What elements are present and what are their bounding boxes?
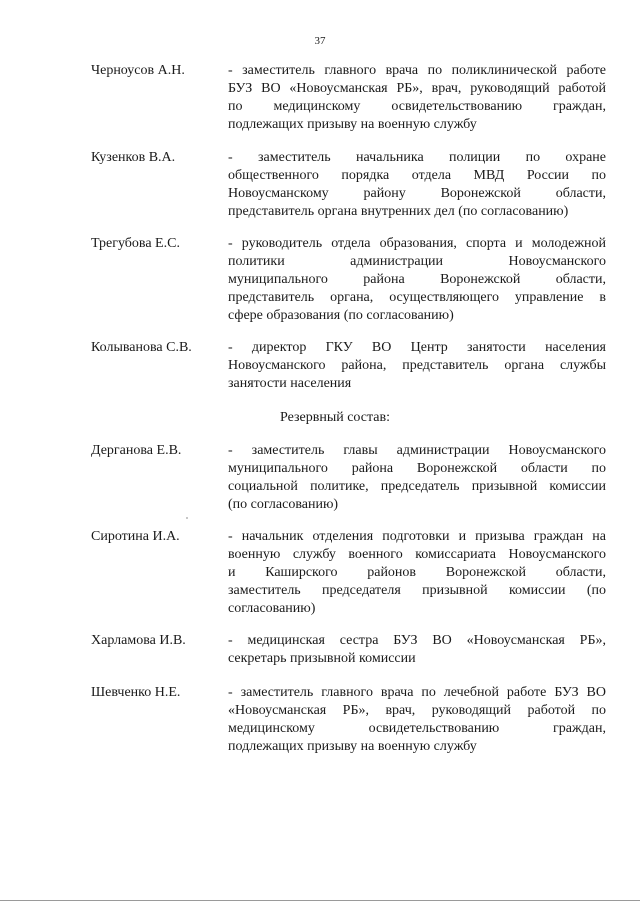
member-name: Дерганова Е.В. <box>91 443 182 458</box>
description-line: по медицинскому освидетельствованию граждан, <box>228 99 606 114</box>
description-line: секретарь призывной комиссии <box>228 651 416 666</box>
description-line: - заместитель главного врача по лечебной работе БУЗ ВО <box>228 685 606 700</box>
description-line: подлежащих призыву на военную службу <box>228 739 477 754</box>
description-line: - заместитель главного врача по поликлинической работе <box>228 63 606 78</box>
description-line: Новоусманского района, представитель органа службы <box>228 358 606 373</box>
description-line: политики администрации Новоусманского <box>228 254 606 269</box>
description-line: БУЗ ВО «Новоусманская РБ», врач, руководящий работой <box>228 81 606 96</box>
member-name: Кузенков В.А. <box>91 150 176 165</box>
member-name: Трегубова Е.С. <box>91 236 180 251</box>
description-line: и Каширского районов Воронежской области, <box>228 565 606 580</box>
member-name: Харламова И.В. <box>91 633 186 648</box>
description-line: - заместитель главы администрации Новоусманского <box>228 443 606 458</box>
description-line: - директор ГКУ ВО Центр занятости населения <box>228 340 606 355</box>
description-line: - заместитель начальника полиции по охране <box>228 150 606 165</box>
member-name: Черноусов А.Н. <box>91 63 185 78</box>
description-line: представитель органа внутренних дел (по согласованию) <box>228 204 569 219</box>
page-bottom-edge <box>0 900 640 901</box>
description-line: - руководитель отдела образования, спорта и молодежной <box>228 236 606 251</box>
member-description <box>228 235 606 325</box>
member-description <box>228 442 606 514</box>
member-description <box>228 339 606 393</box>
member-description <box>228 528 606 618</box>
member-name: Сиротина И.А. <box>91 529 180 544</box>
description-line: занятости населения <box>228 376 352 391</box>
description-line: муниципального района Воронежской области, <box>228 272 606 287</box>
member-description <box>228 62 606 134</box>
page-number: 37 <box>314 35 326 47</box>
description-line: (по согласованию) <box>228 497 339 512</box>
reserve-section-title: Резервный состав: <box>279 410 390 425</box>
member-description <box>228 684 606 756</box>
description-line: - начальник отделения подготовки и призыва граждан на <box>228 529 606 544</box>
description-line: общественного порядка отдела МВД России по <box>228 168 606 183</box>
description-line: заместитель председателя призывной комиссии (по <box>228 583 606 598</box>
description-line: медицинскому освидетельствованию граждан, <box>228 721 606 736</box>
member-name: Колыванова С.В. <box>91 340 192 355</box>
scan-speck <box>186 517 188 519</box>
description-line: Новоусманскому району Воронежской области, <box>228 186 606 201</box>
description-line: военную службу военного комиссариата Новоусманского <box>228 547 606 562</box>
description-line: сфере образования (по согласованию) <box>228 308 454 323</box>
description-line: «Новоусманская РБ», врач, руководящий работой по <box>228 703 606 718</box>
description-line: подлежащих призыву на военную службу <box>228 117 477 132</box>
description-line: муниципального района Воронежской области по <box>228 461 606 476</box>
description-line: социальной политике, председатель призывной комиссии <box>228 479 606 494</box>
member-name: Шевченко Н.Е. <box>91 685 181 700</box>
description-line: согласованию) <box>228 601 316 616</box>
member-description <box>228 149 606 221</box>
member-description <box>228 632 606 668</box>
description-line: представитель органа, осуществляющего управление в <box>228 290 606 305</box>
description-line: - медицинская сестра БУЗ ВО «Новоусманская РБ», <box>228 633 606 648</box>
